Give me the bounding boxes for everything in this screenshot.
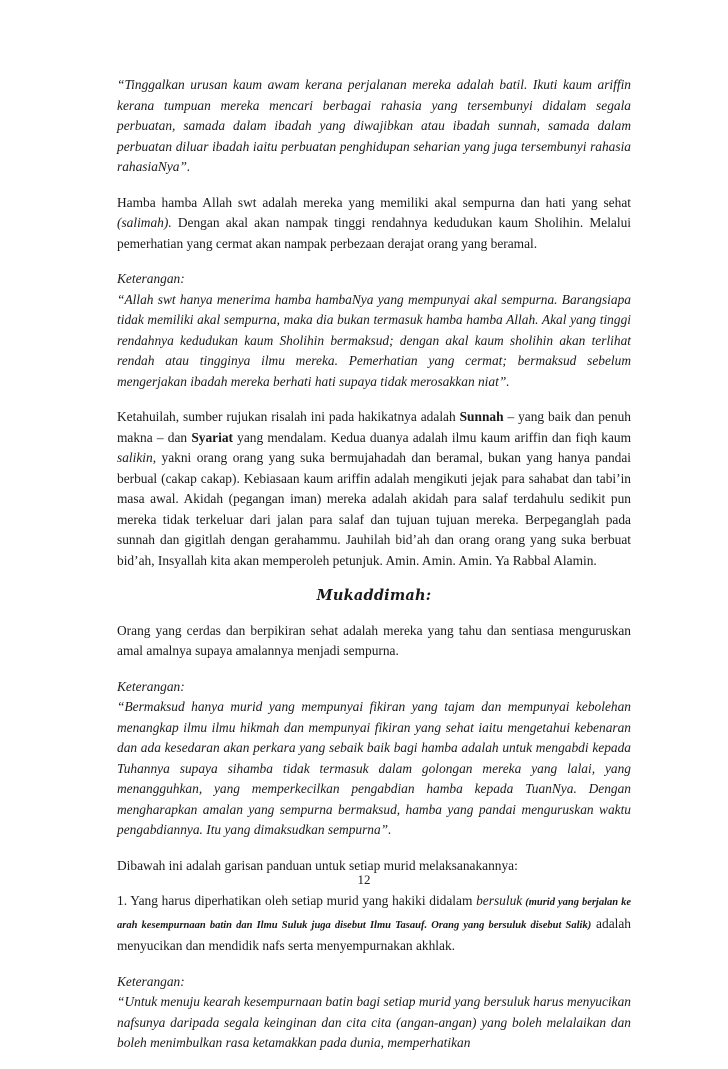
paragraph-text: yakni orang orang yang suka bermujahadah dan beramal, bukan yang hanya pandai berbual (cakap cakap). Kebiasaan kaum ariffin adalah mengikuti jejak para sahabat dan tabi’in masa awal. Akidah (pegangan iman) mereka adalah akidah para salaf terdahulu sedikit pun mereka tidak terkeluar dari jalan para salaf dan tujuan tujuan mereka. Berpeganglah pada sunnah dan gigitlah dengan gerahammu. Jauhilah bid’ah dan orang orang yang suka berbuat bid’ah, Insyallah kita akan memperoleh petunjuk. Amin. Amin. Amin. Ya Rabbal Alamin.	[117, 450, 631, 568]
keterangan-text: “Untuk menuju kearah kesempurnaan batin bagi setiap murid yang bersuluk harus menyucikan nafsunya daripada segala keinginan dan cita cita (angan-angan) yang boleh melalaikan dan boleh menimbulkan rasa ketamakkan pada dunia, memperhatikan	[117, 994, 631, 1050]
keterangan-text: “Allah swt hanya menerima hamba hambaNya yang mempunyai akal sempurna. Barangsiapa tidak memiliki akal sempurna, maka dia bukan termasuk hamba hamba Allah. Akal yang tinggi rendahnya kedudukan kaum Sholihin bermaksud; dengan akal kaum sholihin akan terlihat rendah atau tingginya ilmu mereka. Pemerhatian yang cermat; bermaksud sebelum mengerjakan ibadah mereka berhati hati supaya tidak merosakkan niat”.	[117, 291, 631, 389]
term-syariat: Syariat	[191, 429, 233, 445]
keterangan-label: Keterangan:	[117, 678, 185, 694]
paragraph-orang-cerdas: Orang yang cerdas dan berpikiran sehat adalah mereka yang tahu dan sentiasa menguruskan amal amalnya supaya amalannya menjadi sempurna.	[117, 622, 631, 658]
term-salikin: salikin,	[117, 450, 157, 465]
keterangan-label: Keterangan:	[117, 973, 185, 989]
paragraph-text: – yang baik dan penuh makna – dan	[117, 409, 632, 445]
keterangan-text: “Bermaksud hanya murid yang mempunyai fikiran yang tajam dan mempunyai kebolehan menangkap ilmu ilmu hikmah dan mempunyai fikiran yang sehat iaitu mengetahui kebenaran dan ada kesedaran akan perkara yang sebaik baik bagi hamba adalah untuk mengabdi kepada Tuhannya supaya sihamba tidak termasuk dalam golongan mereka yang lalai, yang menangguhkan, yang memperkecilkan pengabdian hamba kepada TuanNya. Dengan mengharapkan amalan yang sempurna bermaksud, hamba yang pandai menguruskan waktu pengabdiannya. Itu yang dimaksudkan sempurna”.	[117, 699, 631, 837]
paragraph-dibawah: Dibawah ini adalah garisan panduan untuk setiap murid melaksanakannya:	[117, 857, 518, 873]
paragraph-point-1	[117, 891, 631, 957]
keterangan-block-3	[117, 972, 631, 1054]
term-salimah: (salimah).	[117, 215, 172, 230]
paragraph-text: yang mendalam. Kedua duanya adalah ilmu kaum ariffin dan fiqh kaum	[232, 429, 631, 445]
paragraph-text: Hamba hamba Allah swt adalah mereka yang memiliki akal sempurna dan hati yang sehat	[117, 194, 631, 210]
keterangan-block-1	[117, 269, 631, 392]
section-heading-mukaddimah: Mukaddimah:	[316, 587, 432, 604]
paragraph-hamba-allah	[117, 193, 631, 255]
paragraph-text: Dengan akal akan nampak tinggi rendahnya kedudukan kaum Sholihin. Melalui pemerhatian yang cermat akan nampak perbezaan derajat orang yang beramal.	[117, 215, 631, 251]
paragraph-text: Ketahuilah, sumber rujukan risalah ini pada hakikatnya adalah	[117, 409, 460, 424]
term-sunnah: Sunnah	[459, 409, 504, 424]
keterangan-label: Keterangan:	[117, 271, 185, 286]
page-content	[117, 75, 631, 1069]
keterangan-block-2	[117, 677, 631, 841]
paragraph-text: 1. Yang harus diperhatikan oleh setiap murid yang hakiki didalam	[117, 893, 477, 908]
term-bersuluk: bersuluk	[476, 893, 523, 908]
paragraph-text: adalah menyucikan dan mendidik nafs serta menyempurnakan akhlak.	[117, 915, 632, 953]
note-suluk: (murid yang berjalan ke arah kesempurnaan batin dan Ilmu Suluk juga disebut Ilmu Tasauf. Orang yang bersuluk disebut Salik)	[117, 897, 632, 931]
page-number: 12	[357, 872, 371, 887]
quote-paragraph-1: “Tinggalkan urusan kaum awam kerana perjalanan mereka adalah batil. Ikuti kaum ariffin kerana tumpuan mereka mencari berbagai rahasia yang tersembunyi didalam segala perbuatan, samada dalam ibadah yang diwajibkan atau ibadah sunnah, samada dalam perbuatan diluar ibadah iaitu perbuatan penghidupan seharian yang juga tersembunyi rahasia rahasiaNya”.	[117, 77, 631, 174]
paragraph-ketahuilah	[117, 407, 631, 571]
